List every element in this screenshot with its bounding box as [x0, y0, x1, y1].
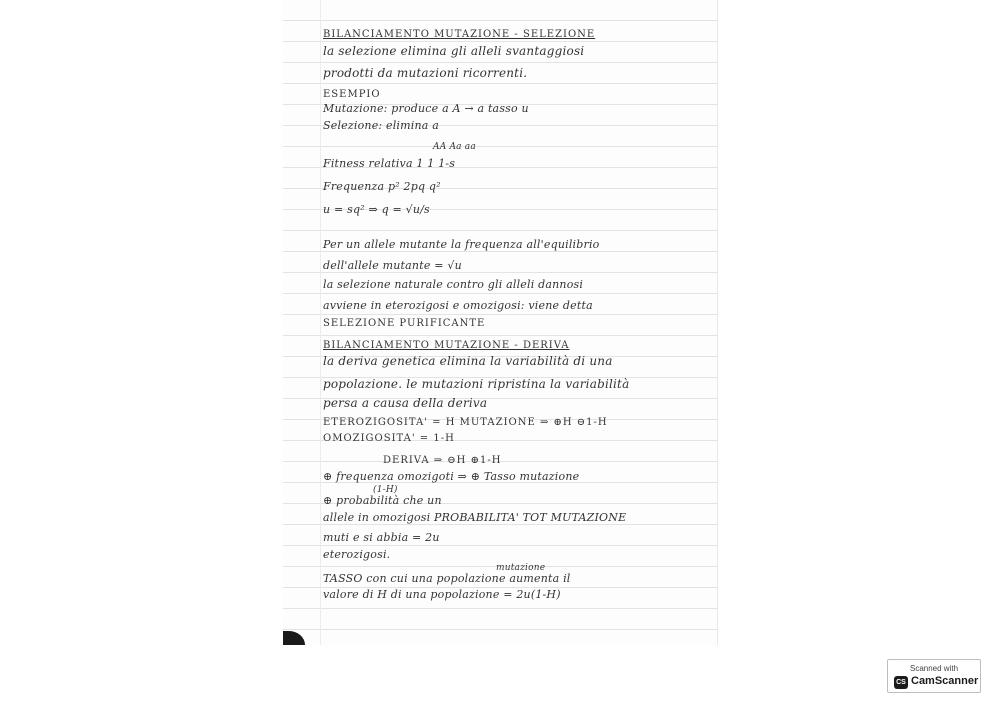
genotype-header: AA Aa aa — [433, 142, 476, 152]
note-line: TASSO con cui una popolazione aumenta il — [323, 572, 571, 585]
camscanner-logo-icon: CS — [894, 676, 908, 689]
note-line: prodotti da mutazioni ricorrenti. — [323, 66, 528, 80]
heading-mutazione-deriva: BILANCIAMENTO MUTAZIONE - DERIVA — [323, 340, 570, 351]
note-line: la selezione naturale contro gli alleli dannosi — [323, 278, 584, 291]
watermark-brand: CamScanner — [911, 675, 979, 687]
notebook-page — [283, 0, 718, 645]
margin-line — [320, 0, 321, 645]
note-line: popolazione. le mutazioni ripristina la variabilità — [323, 377, 630, 391]
note-line: Per un allele mutante la frequenza all'equilibrio — [323, 238, 600, 251]
note-line: persa a causa della deriva — [323, 396, 488, 410]
note-line: Selezione: elimina a — [323, 119, 439, 132]
note-line: (1-H) — [373, 485, 398, 495]
note-line: ESEMPIO — [323, 89, 381, 100]
note-line: ETEROZIGOSITA' = H MUTAZIONE ⇒ ⊕H ⊖1-H — [323, 417, 608, 428]
note-line: SELEZIONE PURIFICANTE — [323, 318, 486, 329]
camscanner-watermark — [887, 659, 981, 693]
note-line: muti e si abbia = 2u — [323, 531, 440, 544]
watermark-caption: Scanned with — [909, 664, 959, 673]
note-line: Fitness relativa 1 1 1-s — [323, 157, 456, 170]
page-shadow — [283, 631, 305, 645]
note-line: la deriva genetica elimina la variabilità di una — [323, 354, 613, 368]
note-line: DERIVA ⇒ ⊖H ⊕1-H — [383, 455, 502, 466]
note-line: la selezione elimina gli alleli svantaggiosi — [323, 44, 585, 58]
note-line: allele in omozigosi PROBABILITA' TOT MUTAZIONE — [323, 511, 627, 524]
note-line: mutazione — [496, 563, 546, 573]
note-line: ⊕ frequenza omozigoti ⇒ ⊕ Tasso mutazione — [323, 470, 580, 483]
note-line: avviene in eterozigosi e omozigosi: viene detta — [323, 299, 593, 312]
equation-line: u = sq² ⇒ q = √u/s — [323, 203, 430, 216]
note-line: valore di H di una popolazione = 2u(1-H) — [323, 588, 561, 601]
note-line: dell'allele mutante = √u — [323, 259, 462, 272]
note-line: OMOZIGOSITA' = 1-H — [323, 433, 455, 444]
heading-mutazione-selezione: BILANCIAMENTO MUTAZIONE - SELEZIONE — [323, 29, 596, 40]
note-line: Mutazione: produce a A → a tasso u — [323, 102, 529, 115]
note-line: eterozigosi. — [323, 548, 391, 561]
note-line: Frequenza p² 2pq q² — [323, 180, 441, 193]
note-line: ⊕ probabilità che un — [323, 494, 442, 507]
